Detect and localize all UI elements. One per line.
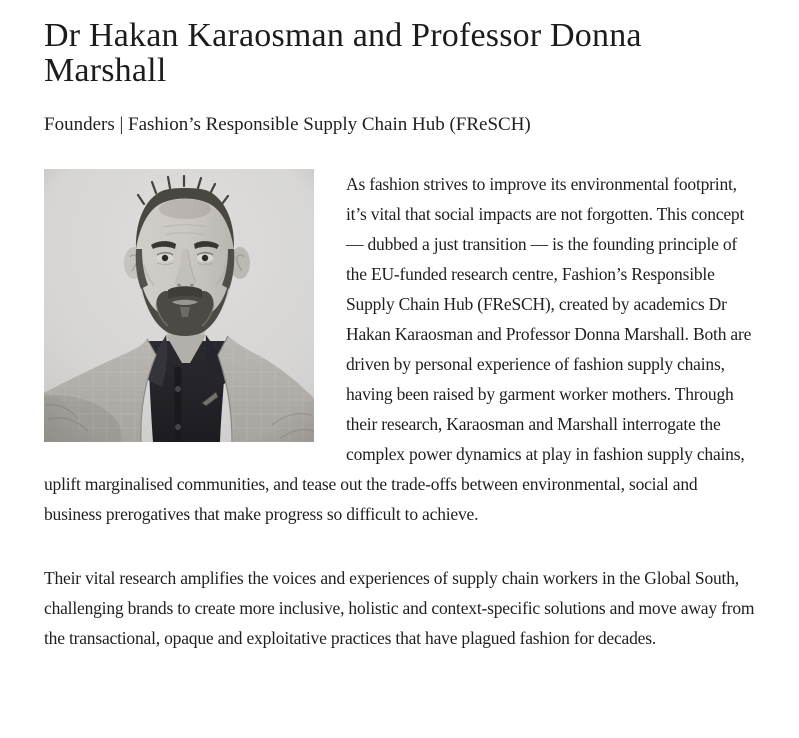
page-title: [44, 18, 755, 88]
portrait-photo: [44, 169, 314, 442]
page-title-line-2: Marshall: [44, 52, 167, 89]
article-body: [44, 169, 755, 653]
article-paragraph-2: Their vital research amplifies the voices and experiences of supply chain workers in the Global South, challenging brands to create more inclusive, holistic and context-specific solutions and move away from the transactional, opaque and exploitative practices that have plagued fashion for decades.: [44, 568, 755, 648]
article-paragraph-1-text: As fashion strives to improve its environmental footprint, it’s vital that social impacts are not forgotten. This concept — dubbed a just transition — is the founding principle of the EU-funded research centre, Fashion’s Responsible Supply Chain Hub (FReSCH), created by academics Dr Hakan Karaosman and Professor Donna Marshall. Both are driven by personal experience of fashion supply chains, having been raised by garment worker mothers. Through their research, Karaosman and Marshall interrogate the complex power dynamics at play in fashion supply chains, uplift marginalised communities, and tease out the trade-offs between environmental, social and business prerogatives that make progress so difficult to achieve.: [44, 174, 752, 524]
portrait-photo-graphic: [44, 169, 314, 442]
page-title-line-1: Dr Hakan Karaosman and Professor Donna: [44, 17, 642, 54]
article-subtitle: Founders | Fashion’s Responsible Supply Chain Hub (FReSCH): [44, 114, 531, 135]
article-paragraph-1: [44, 169, 755, 529]
